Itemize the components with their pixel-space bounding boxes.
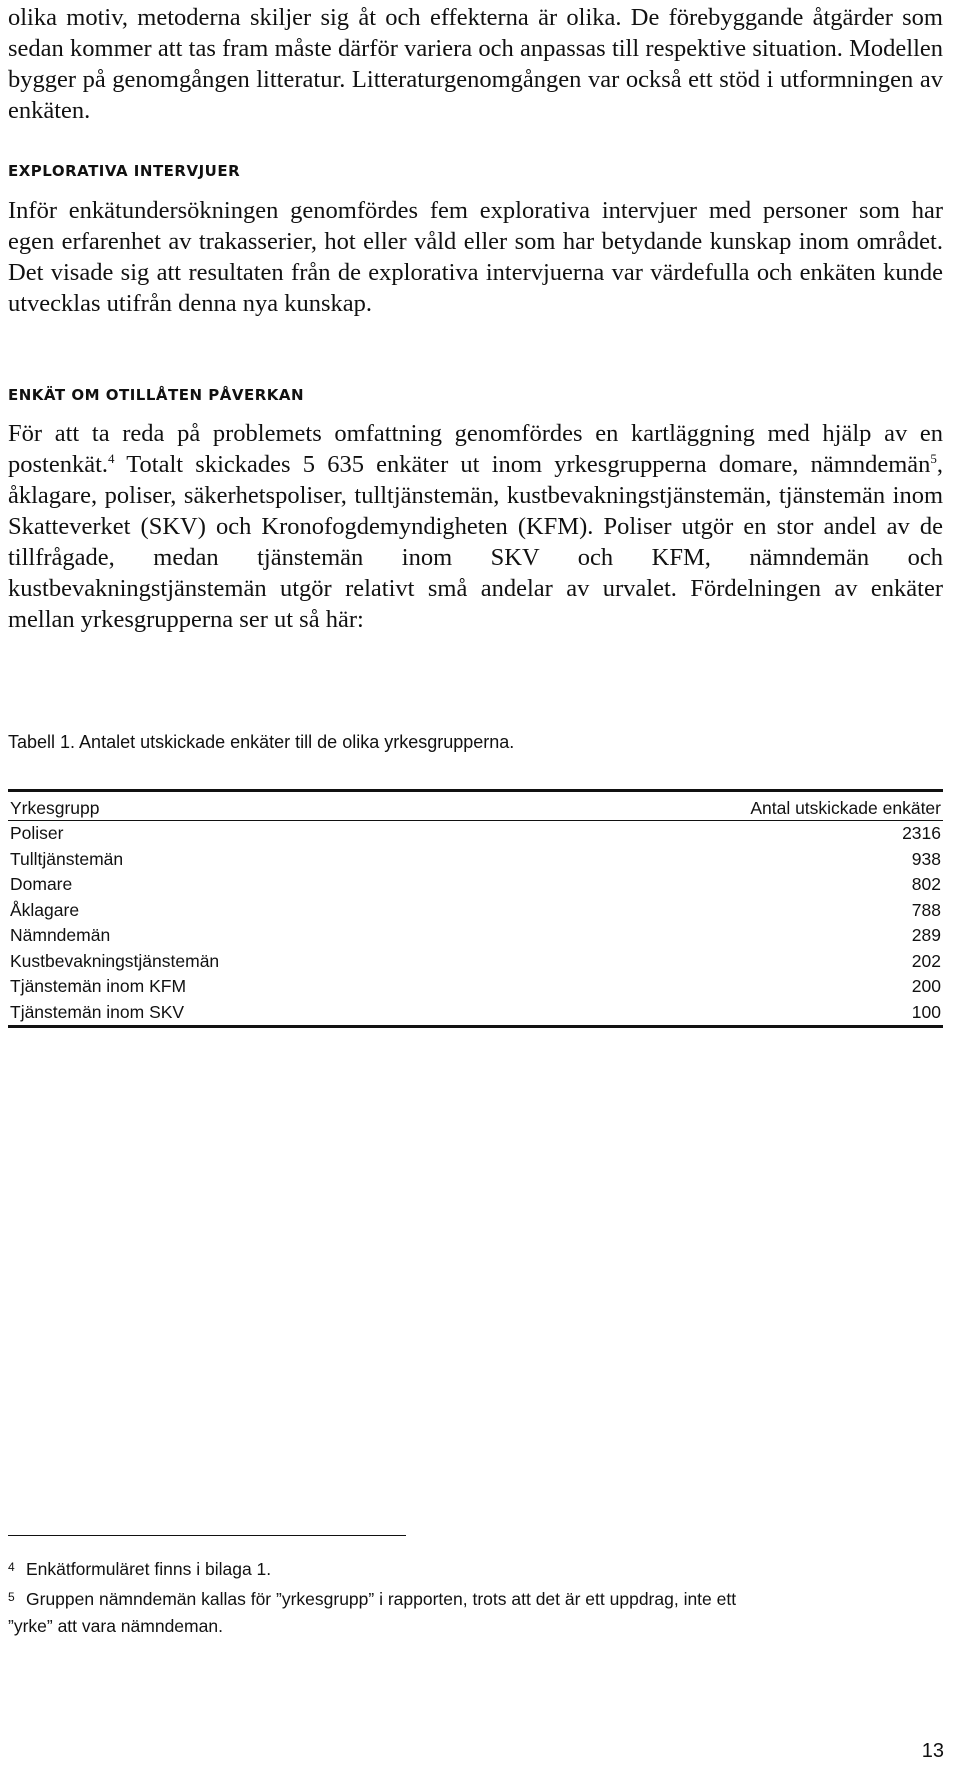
cell-antal: 938 (911, 848, 941, 869)
cell-antal: 788 (911, 899, 941, 920)
footnote-number: 4 (8, 1560, 15, 1574)
footnote-ref-5[interactable]: 5 (930, 450, 937, 466)
section-heading-enkat: ENKÄT OM OTILLÅTEN PÅVERKAN (8, 386, 305, 404)
cell-antal: 802 (911, 874, 941, 895)
cell-antal: 100 (911, 1001, 941, 1022)
enkat-text-b: Totalt skickades 5 635 enkäter ut inom yrkesgrupperna domare, nämndemän (114, 451, 931, 478)
table-row (8, 847, 943, 873)
table-caption: Tabell 1. Antalet utskickade enkäter till de olika yrkesgrupperna. (8, 732, 515, 752)
footnote-divider (8, 1535, 406, 1536)
footnote-number: 5 (8, 1590, 15, 1604)
cell-antal: 202 (911, 950, 941, 971)
cell-antal: 289 (911, 925, 941, 946)
cell-yrkesgrupp: Tulltjänstemän (10, 848, 124, 869)
page-number: 13 (921, 1740, 944, 1762)
cell-yrkesgrupp: Åklagare (10, 899, 80, 920)
cell-yrkesgrupp: Tjänstemän inom SKV (10, 1001, 185, 1022)
cell-antal: 200 (911, 976, 941, 997)
footnote-ref-4[interactable]: 4 (108, 450, 115, 466)
cell-yrkesgrupp: Tjänstemän inom KFM (10, 976, 187, 997)
table-row (8, 974, 943, 1000)
column-header-yrkesgrupp: Yrkesgrupp (8, 791, 497, 821)
enkat-paragraph (8, 418, 943, 635)
table-row (8, 898, 943, 924)
document-page (8, 0, 952, 1777)
cell-yrkesgrupp: Domare (10, 874, 73, 895)
cell-antal: 2316 (902, 823, 941, 844)
footnote-text-continued: ”yrke” att vara nämndeman. (8, 1616, 223, 1636)
cell-yrkesgrupp: Nämndemän (10, 925, 111, 946)
table-row (8, 949, 943, 975)
enkat-text-a: För att ta reda på problemets omfattning genomfördes en kartläggning med hjälp av en postenkät. (8, 420, 943, 478)
section-heading-explorativa: EXPLORATIVA INTERVJUER (8, 162, 241, 180)
footnote-text: Enkätformuläret finns i bilaga 1. (26, 1559, 272, 1579)
cell-yrkesgrupp: Poliser (10, 823, 64, 844)
footnote-5 (8, 1584, 943, 1640)
table-row (8, 821, 943, 847)
intro-paragraph: olika motiv, metoderna skiljer sig åt och effekterna är olika. De förebyggande åtgärder som sedan kommer att tas fram måste därför variera och anpassas till respektive situation. Modellen bygger på genomgången litteratur. Litteraturgenomgången var också ett stöd i utformningen av enkäten. (8, 4, 943, 124)
column-header-antal: Antal utskickade enkäter (497, 791, 943, 821)
enkat-text-c: , åklagare, poliser, säkerhetspoliser, tulltjänstemän, kustbevakningstjänstemän, tjänstemän inom Skatteverket (SKV) och Kronofogdemyndigheten (KFM). Poliser utgör en stor andel av de tillfrågade, medan tjänstemän inom SKV och KFM, nämndemän och kustbevakningstjänstemän utgör relativt små andelar av urvalet. Fördelningen av enkäter mellan yrkesgrupperna ser ut så här: (8, 451, 943, 633)
table-row (8, 1000, 943, 1027)
survey-distribution-table (8, 789, 943, 1028)
table-row (8, 923, 943, 949)
footnote-4 (8, 1554, 943, 1583)
table-header-row (8, 791, 943, 821)
footnote-text: Gruppen nämndemän kallas för ”yrkesgrupp” i rapporten, trots att det är ett uppdrag, inte ett (26, 1589, 737, 1609)
cell-yrkesgrupp: Kustbevakningstjänstemän (10, 950, 220, 971)
explorativa-paragraph: Inför enkätundersökningen genomfördes fem explorativa intervjuer med personer som har egen erfarenhet av trakasserier, hot eller våld eller som har betydande kunskap inom området. Det visade sig att resultaten från de explorativa intervjuerna var värdefulla och enkäten kunde utvecklas utifrån denna nya kunskap. (8, 197, 943, 317)
table-row (8, 872, 943, 898)
